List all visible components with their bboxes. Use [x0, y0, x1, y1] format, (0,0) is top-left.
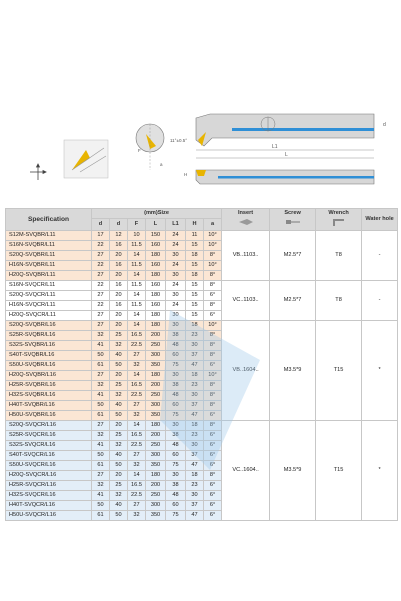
dimension-cell: 8°: [204, 471, 222, 481]
header-water-hole: Water hole: [362, 209, 398, 231]
dimension-cell: 24: [166, 231, 186, 241]
insert-icon: [237, 218, 255, 226]
wrench-cell: T8: [316, 281, 362, 321]
dimension-cell: 20: [110, 271, 128, 281]
bar-side-view: [184, 170, 374, 184]
dimension-cell: 22: [92, 281, 110, 291]
dimension-cell: 24: [166, 241, 186, 251]
dimension-cell: 14: [128, 311, 146, 321]
dimension-cell: 40: [110, 401, 128, 411]
dimension-cell: 38: [166, 331, 186, 341]
dimension-cell: 6°: [204, 291, 222, 301]
dimension-cell: 8°: [204, 271, 222, 281]
dimension-cell: 27: [128, 401, 146, 411]
header-screw: [270, 209, 316, 231]
dimension-cell: 300: [146, 501, 166, 511]
spec-code-cell: H20Q-SVQBR/L11: [6, 271, 92, 281]
screw-cell: M3.5*9: [270, 421, 316, 521]
dimension-cell: 32: [92, 431, 110, 441]
dimension-cell: 350: [146, 511, 166, 521]
table-row: [6, 421, 398, 431]
dimension-cell: 250: [146, 341, 166, 351]
dimension-cell: 160: [146, 261, 166, 271]
dimension-cell: 75: [166, 411, 186, 421]
dimension-cell: 22.5: [128, 341, 146, 351]
dimension-cell: 32: [92, 331, 110, 341]
dimension-cell: 32: [110, 391, 128, 401]
dimension-cell: 32: [92, 381, 110, 391]
spec-code-cell: H20Q-SVQCR/L16: [6, 471, 92, 481]
wrench-cell: T15: [316, 421, 362, 521]
screw-cell: M2.5*7: [270, 231, 316, 281]
dimension-cell: 32: [128, 461, 146, 471]
dimension-cell: 47: [186, 511, 204, 521]
dimension-cell: 20: [110, 251, 128, 261]
dimension-cell: 23: [186, 331, 204, 341]
dimension-cell: 25: [110, 481, 128, 491]
dimension-cell: 38: [166, 381, 186, 391]
dimension-cell: 350: [146, 461, 166, 471]
water-hole-cell: *: [362, 421, 398, 521]
dimension-cell: 25: [110, 431, 128, 441]
spec-table-container: [5, 208, 397, 521]
dimension-cell: 8°: [204, 421, 222, 431]
dimension-cell: 60: [166, 401, 186, 411]
dimension-cell: 11: [186, 231, 204, 241]
dimension-cell: 30: [186, 391, 204, 401]
header-l1-col: L1: [166, 219, 186, 231]
spec-code-cell: S20Q-SVQBR/L16: [6, 321, 92, 331]
dimension-cell: 18: [186, 371, 204, 381]
dimension-cell: 32: [110, 491, 128, 501]
header-h-col: H: [186, 219, 204, 231]
dimension-cell: 50: [110, 461, 128, 471]
dimension-cell: 24: [166, 261, 186, 271]
dimension-cell: 180: [146, 251, 166, 261]
dimension-cell: 15: [186, 241, 204, 251]
dimension-cell: 16: [110, 241, 128, 251]
wrench-cell: T8: [316, 231, 362, 281]
insert-cell: VC..1604..: [222, 421, 270, 521]
screw-cell: M3.5*9: [270, 321, 316, 421]
spec-table-body: [6, 231, 398, 521]
header-specification: Specification: [6, 209, 92, 231]
dimension-cell: 300: [146, 451, 166, 461]
header-insert-label: Insert: [237, 210, 254, 216]
dimension-cell: 200: [146, 331, 166, 341]
dimension-cell: 14: [128, 271, 146, 281]
dimension-cell: 11.5: [128, 281, 146, 291]
tool-holder-drawing: [0, 0, 401, 210]
water-hole-cell: -: [362, 231, 398, 281]
dimension-cell: 300: [146, 351, 166, 361]
dimension-cell: 30: [166, 311, 186, 321]
dimension-cell: 15: [186, 291, 204, 301]
dimension-cell: 14: [128, 371, 146, 381]
dimension-cell: 22.5: [128, 441, 146, 451]
dimension-cell: 41: [92, 341, 110, 351]
dimension-cell: 38: [166, 431, 186, 441]
dimension-cell: 22.5: [128, 491, 146, 501]
dimension-cell: 16.5: [128, 381, 146, 391]
dimension-cell: 32: [128, 411, 146, 421]
spec-code-cell: S16N-SVQCR/L11: [6, 281, 92, 291]
dimension-cell: 18: [186, 321, 204, 331]
insert-detail-view: [64, 140, 108, 178]
dimension-cell: 41: [92, 391, 110, 401]
dimension-cell: 14: [128, 471, 146, 481]
dimension-cell: 30: [186, 341, 204, 351]
dimension-cell: 61: [92, 461, 110, 471]
dimension-cell: 6°: [204, 481, 222, 491]
dimension-cell: 15: [186, 301, 204, 311]
spec-code-cell: S20Q-SVQBR/L11: [6, 251, 92, 261]
dimension-cell: 30: [166, 471, 186, 481]
dimension-cell: 50: [110, 361, 128, 371]
dimension-cell: 150: [146, 231, 166, 241]
dimension-cell: 8°: [204, 251, 222, 261]
dimension-cell: 8°: [204, 301, 222, 311]
spec-code-cell: H40T-SVQBR/L16: [6, 401, 92, 411]
dimension-cell: 32: [110, 341, 128, 351]
dimension-cell: 15: [186, 281, 204, 291]
dimension-cell: 180: [146, 311, 166, 321]
dimension-cell: 48: [166, 391, 186, 401]
dimension-cell: 30: [186, 441, 204, 451]
dimension-cell: 23: [186, 481, 204, 491]
header-insert: [222, 209, 270, 231]
spec-code-cell: S50U-SVQBR/L16: [6, 361, 92, 371]
dimension-cell: 27: [92, 321, 110, 331]
dimension-cell: 27: [128, 451, 146, 461]
spec-code-cell: H50U-SVQBR/L16: [6, 411, 92, 421]
dimension-cell: 75: [166, 361, 186, 371]
spec-code-cell: S20Q-SVQCR/L11: [6, 291, 92, 301]
dimension-cell: 6°: [204, 511, 222, 521]
screw-icon: [284, 218, 302, 226]
dimension-cell: 37: [186, 501, 204, 511]
table-row: [6, 281, 398, 291]
dimension-cell: 18: [186, 251, 204, 261]
dimension-cell: 11.5: [128, 261, 146, 271]
dimension-cell: 27: [128, 501, 146, 511]
dimension-cell: 40: [110, 351, 128, 361]
dimension-cell: 25: [110, 331, 128, 341]
table-row: [6, 231, 398, 241]
spec-code-cell: S16N-SVQBR/L11: [6, 241, 92, 251]
dimension-cell: 15: [186, 261, 204, 271]
dimension-cell: 17: [92, 231, 110, 241]
dimension-cell: 14: [128, 421, 146, 431]
dimension-cell: 48: [166, 491, 186, 501]
dimension-cell: 6°: [204, 461, 222, 471]
dimension-cell: 14: [128, 321, 146, 331]
dimension-cell: 41: [92, 491, 110, 501]
dimension-cell: 8°: [204, 381, 222, 391]
insert-cell: VB..1604..: [222, 321, 270, 421]
spec-code-cell: S20Q-SVQCR/L16: [6, 421, 92, 431]
dimension-cell: 200: [146, 481, 166, 491]
dimension-cell: 18: [186, 471, 204, 481]
spec-code-cell: H25R-SVQBR/L16: [6, 381, 92, 391]
dimension-cell: 350: [146, 361, 166, 371]
spec-code-cell: H32S-SVQBR/L16: [6, 391, 92, 401]
dimension-cell: 20: [110, 291, 128, 301]
dimension-cell: 32: [110, 441, 128, 451]
dimension-cell: 30: [166, 291, 186, 301]
dimension-cell: 15: [186, 311, 204, 321]
dimension-cell: 250: [146, 491, 166, 501]
label-angle-a: a: [160, 162, 163, 167]
dimension-cell: 300: [146, 401, 166, 411]
dimension-cell: 180: [146, 371, 166, 381]
dimension-cell: 16: [110, 281, 128, 291]
dimension-cell: 30: [166, 421, 186, 431]
dimension-cell: 20: [110, 421, 128, 431]
dimension-cell: 60: [166, 451, 186, 461]
spec-code-cell: S50U-SVQCR/L16: [6, 461, 92, 471]
dimension-cell: 16.5: [128, 481, 146, 491]
dimension-cell: 200: [146, 381, 166, 391]
dimension-cell: 75: [166, 511, 186, 521]
dimension-cell: 180: [146, 321, 166, 331]
dimension-cell: 8°: [204, 341, 222, 351]
screw-cell: M2.5*7: [270, 281, 316, 321]
dimension-cell: 23: [186, 381, 204, 391]
dimension-cell: 6°: [204, 491, 222, 501]
dimension-cell: 16: [110, 301, 128, 311]
dimension-cell: 27: [92, 371, 110, 381]
dimension-cell: 6°: [204, 451, 222, 461]
dimension-cell: 30: [186, 491, 204, 501]
water-hole-cell: *: [362, 321, 398, 421]
dimension-cell: 160: [146, 301, 166, 311]
spec-code-cell: H20Q-SVQCR/L11: [6, 311, 92, 321]
dimension-cell: 16.5: [128, 431, 146, 441]
spec-code-cell: H16N-SVQCR/L11: [6, 301, 92, 311]
dimension-cell: 27: [92, 421, 110, 431]
dimension-cell: 16.5: [128, 331, 146, 341]
dimension-cell: 23: [186, 431, 204, 441]
spec-code-cell: H16N-SVQBR/L11: [6, 261, 92, 271]
dimension-cell: 22: [92, 241, 110, 251]
header-f-col: F: [128, 219, 146, 231]
dimension-cell: 6°: [204, 311, 222, 321]
spec-code-cell: S32S-SVQCR/L16: [6, 441, 92, 451]
dimension-cell: 61: [92, 511, 110, 521]
dimension-cell: 47: [186, 461, 204, 471]
header-l-col: L: [146, 219, 166, 231]
dimension-cell: 38: [166, 481, 186, 491]
spec-table: [5, 208, 398, 521]
spec-code-cell: H40T-SVQCR/L16: [6, 501, 92, 511]
dimension-cell: 180: [146, 421, 166, 431]
dimension-cell: 160: [146, 241, 166, 251]
dimension-cell: 22: [92, 301, 110, 311]
dimension-cell: 48: [166, 441, 186, 451]
header-dd-col: d: [110, 219, 128, 231]
dimension-cell: 30: [166, 321, 186, 331]
label-f: F: [138, 148, 141, 153]
spec-code-cell: H20Q-SVQBR/L16: [6, 371, 92, 381]
dimension-cell: 6°: [204, 501, 222, 511]
dimension-cell: 61: [92, 411, 110, 421]
dimension-cell: 24: [166, 281, 186, 291]
dimension-cell: 40: [110, 501, 128, 511]
dimension-cell: 32: [128, 511, 146, 521]
spec-code-cell: S25R-SVQCR/L16: [6, 431, 92, 441]
spec-code-cell: S25R-SVQBR/L16: [6, 331, 92, 341]
dimension-cell: 27: [92, 251, 110, 261]
header-size-group: (mm)Size: [92, 209, 222, 219]
dimension-cell: 10: [128, 231, 146, 241]
header-screw-label: Screw: [284, 210, 301, 216]
dimension-cell: 11.5: [128, 301, 146, 311]
bar-top-view: [170, 114, 386, 158]
dimension-cell: 11.5: [128, 241, 146, 251]
header-a-col: a: [204, 219, 222, 231]
header-wrench-label: Wrench: [328, 210, 349, 216]
dimension-cell: 6°: [204, 441, 222, 451]
dimension-cell: 22.5: [128, 391, 146, 401]
dimension-cell: 8°: [204, 281, 222, 291]
spec-code-cell: S40T-SVQBR/L16: [6, 351, 92, 361]
dimension-cell: 47: [186, 361, 204, 371]
wrench-cell: T15: [316, 321, 362, 421]
dimension-cell: 14: [128, 251, 146, 261]
dimension-cell: 20: [110, 311, 128, 321]
insert-cell: VC..1103..: [222, 281, 270, 321]
dimension-cell: 180: [146, 291, 166, 301]
dimension-cell: 16: [110, 261, 128, 271]
label-l: L: [285, 152, 288, 158]
dimension-cell: 8°: [204, 401, 222, 411]
dimension-cell: 24: [166, 301, 186, 311]
spec-code-cell: S32S-SVQBR/L16: [6, 341, 92, 351]
dimension-cell: 27: [92, 471, 110, 481]
dimension-cell: 30: [166, 371, 186, 381]
dimension-cell: 50: [110, 511, 128, 521]
dimension-cell: 50: [92, 401, 110, 411]
spec-code-cell: S12M-SVQBR/L11: [6, 231, 92, 241]
dimension-cell: 8°: [204, 351, 222, 361]
dimension-cell: 10°: [204, 321, 222, 331]
dimension-cell: 41: [92, 441, 110, 451]
dimension-cell: 20: [110, 321, 128, 331]
label-h: H: [184, 172, 188, 177]
label-l1: L1: [272, 144, 278, 150]
dimension-cell: 20: [110, 471, 128, 481]
dimension-cell: 200: [146, 431, 166, 441]
axis-cross-icon: [30, 164, 46, 180]
dimension-cell: 8°: [204, 391, 222, 401]
dimension-cell: 27: [128, 351, 146, 361]
coolant-stripe-top: [232, 128, 374, 131]
label-angle: 11°±0.5°: [170, 138, 187, 143]
dimension-cell: 18: [186, 271, 204, 281]
dimension-cell: 180: [146, 471, 166, 481]
dimension-cell: 180: [146, 271, 166, 281]
dimension-cell: 160: [146, 281, 166, 291]
dimension-cell: 60: [166, 351, 186, 361]
dimension-cell: 30: [166, 271, 186, 281]
spec-code-cell: H50U-SVQCR/L16: [6, 511, 92, 521]
header-d-col: d: [92, 219, 110, 231]
dimension-cell: 22: [92, 261, 110, 271]
dimension-cell: 14: [128, 291, 146, 301]
dimension-cell: 37: [186, 351, 204, 361]
header-wrench: [316, 209, 362, 231]
dimension-cell: 37: [186, 451, 204, 461]
dimension-cell: 48: [166, 341, 186, 351]
dimension-cell: 18: [186, 421, 204, 431]
table-row: [6, 321, 398, 331]
label-d: d: [383, 122, 386, 128]
dimension-cell: 40: [110, 451, 128, 461]
dimension-cell: 75: [166, 461, 186, 471]
dimension-cell: 20: [110, 371, 128, 381]
spec-code-cell: H32S-SVQCR/L16: [6, 491, 92, 501]
dimension-cell: 61: [92, 361, 110, 371]
dimension-cell: 250: [146, 441, 166, 451]
dimension-cell: 37: [186, 401, 204, 411]
dimension-cell: 50: [110, 411, 128, 421]
insert-cell: VB..1103..: [222, 231, 270, 281]
end-view: [136, 124, 164, 170]
dimension-cell: 10°: [204, 241, 222, 251]
dimension-cell: 250: [146, 391, 166, 401]
dimension-cell: 50: [92, 501, 110, 511]
dimension-cell: 6°: [204, 431, 222, 441]
wrench-icon: [330, 218, 348, 226]
dimension-cell: 6°: [204, 361, 222, 371]
dimension-cell: 10°: [204, 231, 222, 241]
dimension-cell: 30: [166, 251, 186, 261]
dimension-cell: 350: [146, 411, 166, 421]
dimension-cell: 27: [92, 291, 110, 301]
dimension-cell: 8°: [204, 331, 222, 341]
dimension-cell: 47: [186, 411, 204, 421]
coolant-stripe-side: [218, 176, 374, 179]
spec-code-cell: S40T-SVQCR/L16: [6, 451, 92, 461]
dimension-cell: 27: [92, 271, 110, 281]
dimension-cell: 60: [166, 501, 186, 511]
dimension-cell: 25: [110, 381, 128, 391]
water-hole-cell: -: [362, 281, 398, 321]
dimension-cell: 12: [110, 231, 128, 241]
dimension-cell: 50: [92, 351, 110, 361]
dimension-cell: 32: [128, 361, 146, 371]
dimension-cell: 10°: [204, 371, 222, 381]
dimension-cell: 10°: [204, 261, 222, 271]
spec-code-cell: H25R-SVQCR/L16: [6, 481, 92, 491]
dimension-cell: 50: [92, 451, 110, 461]
dimension-cell: 6°: [204, 411, 222, 421]
dimension-cell: 32: [92, 481, 110, 491]
dimension-cell: 27: [92, 311, 110, 321]
